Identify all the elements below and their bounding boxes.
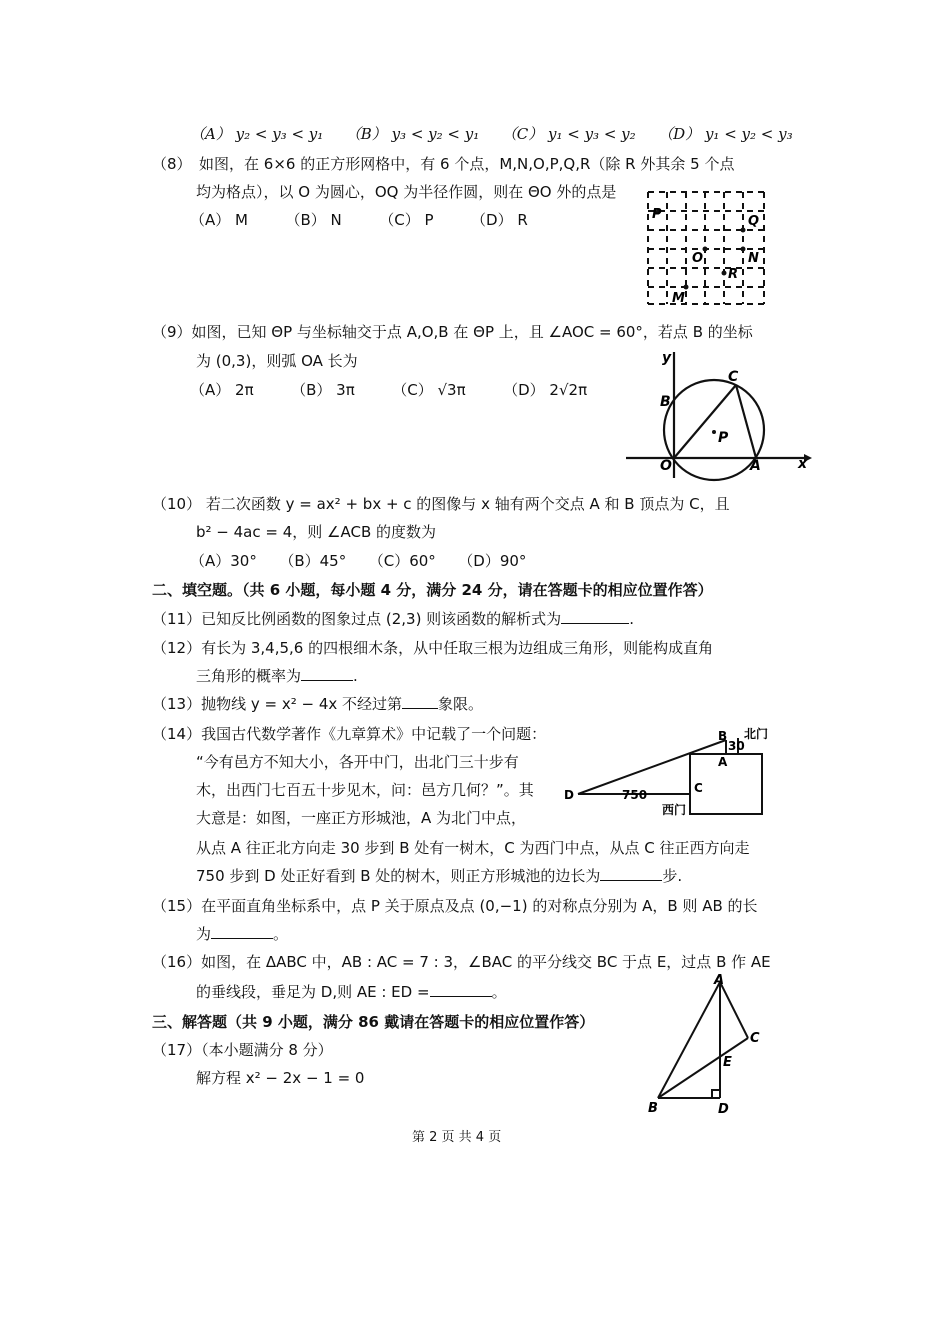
q13-text: （13）抛物线 y = x² − 4x 不经过第 <box>152 695 403 713</box>
q11-text: （11）已知反比例函数的图象过点 (2,3) 则该函数的解析式为 <box>152 610 562 628</box>
q15-end: 。 <box>273 925 289 943</box>
q14-answer-blank <box>600 866 662 881</box>
q15-line2 <box>196 924 288 944</box>
point-p-label: P <box>652 207 662 222</box>
point-a-label: A <box>718 755 728 769</box>
q8-options: （A） M （B） N （C） P （D） R <box>190 211 528 229</box>
west-gate-label: 西门 <box>662 803 687 817</box>
q16-line1: （16）如图，在 ΔABC 中，AB : AC = 7 : 3，∠BAC 的平分线交 BC 于点 E，过点 B 作 AE <box>152 953 771 971</box>
point-e-label: E <box>723 1055 732 1070</box>
q12-answer-blank <box>301 666 353 681</box>
q11-line <box>152 609 634 629</box>
axis-y-label: y <box>662 350 672 366</box>
q16-triangle-figure <box>640 972 770 1118</box>
q10-line1: （10） 若二次函数 y = ax² + bx + c 的图像与 x 轴有两个交点 A 和 B 顶点为 C，且 <box>152 495 730 513</box>
section2-heading: 二、填空题。（共 6 小题，每小题 4 分，满分 24 分，请在答题卡的相应位置作答） <box>152 581 713 599</box>
point-r-label: R <box>728 267 739 282</box>
q10-options: （A）30° （B）45° （C）60° （D）90° <box>190 552 527 570</box>
point-c-label: C <box>694 781 703 795</box>
q17-line1: （17）（本小题满分 8 分） <box>152 1041 333 1059</box>
page-footer: 第 2 页 共 4 页 <box>412 1130 502 1145</box>
q14-line2: “今有邑方不知大小，各开中门，出北门三十步有 <box>196 753 519 771</box>
point-p-label: P <box>718 430 729 446</box>
q17-line2: 解方程 x² − 2x − 1 = 0 <box>196 1069 365 1087</box>
distance-30-label: 30 <box>728 739 745 753</box>
point-b-label: B <box>718 729 728 743</box>
q13-line <box>152 694 483 714</box>
q14-end: 步. <box>662 867 683 885</box>
q9-circle-figure <box>622 348 812 488</box>
q16-line2 <box>196 982 507 1002</box>
point-o-label: O <box>660 458 672 474</box>
q9-line1: （9）如图，已知 ΘP 与坐标轴交于点 A,O,B 在 ΘP 上，且 ∠AOC = 60°，若点 B 的坐标 <box>152 323 753 341</box>
point-m-label: M <box>672 291 685 306</box>
q11-answer-blank <box>561 609 629 624</box>
north-gate-label: 北门 <box>744 727 769 741</box>
point-d-label: D <box>564 788 574 802</box>
q14-city-figure <box>560 726 790 826</box>
q8-line2: 均为格点），以 O 为圆心，OQ 为半径作圆，则在 ΘO 外的点是 <box>196 183 617 201</box>
q12-end: . <box>353 667 358 685</box>
axis-x-label: x <box>798 456 808 472</box>
point-a-label: A <box>750 458 761 474</box>
q13-end: 象限。 <box>438 695 484 713</box>
q11-end: . <box>629 610 634 628</box>
q16-text: 的垂线段，垂足为 D,则 AE : ED = <box>196 983 430 1001</box>
q9-line2: 为 (0,3)，则弧 OA 长为 <box>196 352 358 370</box>
point-q-label: Q <box>748 214 760 229</box>
q14-line3: 木，出西门七百五十步见木，问：邑方几何？”。其 <box>196 781 534 799</box>
q8-line1: （8） 如图，在 6×6 的正方形网格中，有 6 个点，M,N,O,P,Q,R（除 R 外其余 5 个点 <box>152 155 735 173</box>
q14-line4: 大意是：如图，一座正方形城池，A 为北门中点， <box>196 809 527 827</box>
q14-line5: 从点 A 往正北方向走 30 步到 B 处有一树木，C 为西门中点，从点 C 往正西方向走 <box>196 839 750 857</box>
point-d-label: D <box>718 1102 729 1117</box>
q7-options: （A） y₂ < y₃ < y₁ （B） y₃ < y₂ < y₁ （C） y₁ < y₃ < y₂ （D） y₁ < y₂ < y₃ <box>190 125 793 143</box>
q14-line6 <box>196 866 682 886</box>
q12-line2 <box>196 666 358 686</box>
q15-text: 为 <box>196 925 212 943</box>
q8-grid-figure <box>640 186 770 308</box>
q12-line1: （12）有长为 3,4,5,6 的四根细木条，从中任取三根为边组成三角形，则能构成直角 <box>152 639 714 657</box>
q9-options: （A） 2π （B） 3π （C） √3π （D） 2√2π <box>190 381 588 399</box>
q16-end: 。 <box>491 983 507 1001</box>
q15-answer-blank <box>211 924 273 939</box>
point-c-label: C <box>728 369 739 385</box>
q16-answer-blank <box>430 982 492 997</box>
distance-750-label: 750 <box>622 788 648 802</box>
q10-line2: b² − 4ac = 4，则 ∠ACB 的度数为 <box>196 523 437 541</box>
point-o-label: O <box>692 251 704 266</box>
section3-heading: 三、解答题（共 9 小题，满分 86 戴请在答题卡的相应位置作答） <box>152 1013 595 1031</box>
q12-text: 三角形的概率为 <box>196 667 302 685</box>
q13-answer-blank <box>402 694 438 709</box>
point-n-label: N <box>748 251 759 266</box>
point-b-label: B <box>660 394 671 410</box>
point-b-label: B <box>648 1101 658 1116</box>
q14-line1: （14）我国古代数学著作《九章算术》中记载了一个问题： <box>152 725 547 743</box>
point-a-label: A <box>714 973 725 988</box>
q14-text: 750 步到 D 处正好看到 B 处的树木，则正方形城池的边长为 <box>196 867 601 885</box>
q15-line1: （15）在平面直角坐标系中，点 P 关于原点及点 (0,−1) 的对称点分别为 A，B 则 AB 的长 <box>152 897 758 915</box>
point-c-label: C <box>750 1031 760 1046</box>
